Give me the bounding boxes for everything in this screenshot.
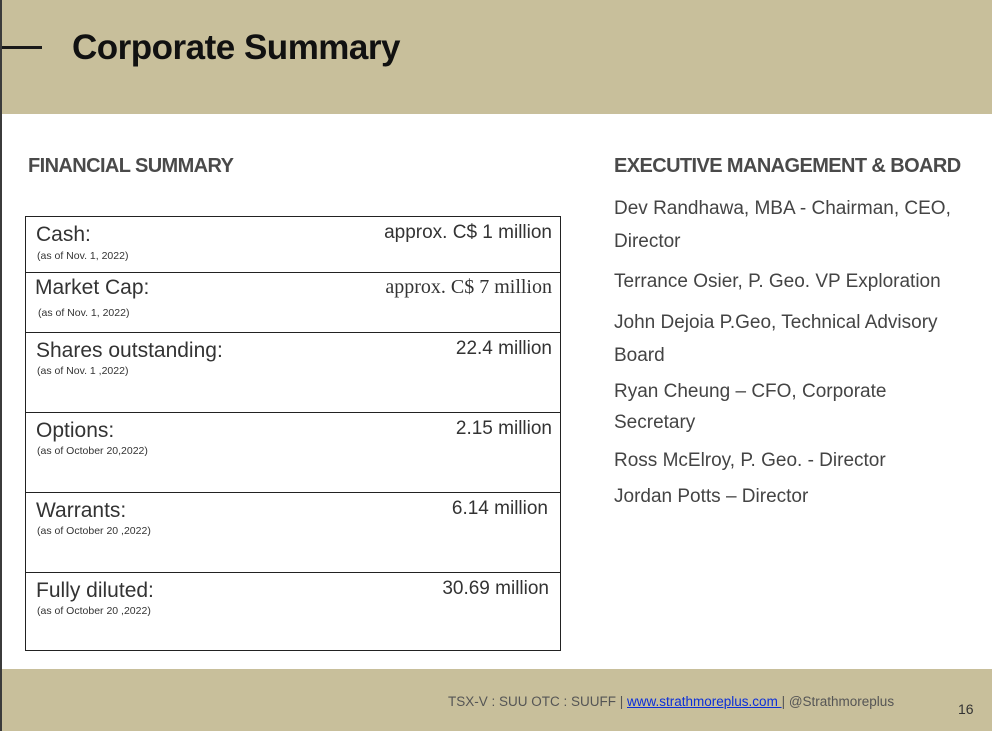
footer-social: | @Strathmoreplus (781, 694, 895, 709)
header-accent-rule (2, 46, 42, 49)
warrants-value: 6.14 million (451, 498, 548, 519)
page-title: Corporate Summary (72, 28, 400, 67)
financial-summary-heading: FINANCIAL SUMMARY (28, 155, 234, 177)
options-date: (as of October 20,2022) (37, 445, 148, 457)
list-item: Dev Randhawa, MBA - Chairman, CEO, Director (614, 198, 951, 252)
list-item: John Dejoia P.Geo, Technical Advisory Board (614, 312, 938, 366)
shares-outstanding-label: Shares outstanding: (36, 339, 223, 362)
market-cap-value: approx. C$ 7 million (385, 276, 552, 298)
header-band (2, 0, 992, 114)
executive-management-heading: EXECUTIVE MANAGEMENT & BOARD (614, 155, 961, 177)
cash-label: Cash: (36, 223, 91, 246)
financial-summary-table (25, 216, 561, 651)
list-item: Terrance Osier, P. Geo. VP Exploration (614, 271, 941, 292)
footer-tickers: TSX-V : SUU OTC : SUUFF | (448, 694, 628, 709)
website-link[interactable]: www.strathmoreplus.com (627, 694, 782, 709)
footer-band (2, 669, 992, 731)
table-row-cash (26, 217, 560, 272)
market-cap-label: Market Cap: (35, 276, 150, 299)
table-row-options (26, 412, 560, 493)
warrants-date: (as of October 20 ,2022) (37, 525, 151, 537)
list-item: Jordan Potts – Director (614, 486, 809, 507)
fully-diluted-label: Fully diluted: (36, 579, 154, 602)
fully-diluted-date: (as of October 20 ,2022) (37, 605, 151, 617)
table-row-fully-diluted (26, 572, 560, 651)
options-value: 2.15 million (455, 418, 552, 439)
page-number: 16 (958, 701, 974, 717)
cash-value: approx. C$ 1 million (384, 222, 552, 243)
cash-date: (as of Nov. 1, 2022) (37, 250, 129, 262)
table-row-shares-outstanding (26, 332, 560, 413)
warrants-label: Warrants: (36, 499, 127, 522)
table-row-warrants (26, 492, 560, 573)
options-label: Options: (36, 419, 115, 442)
list-item: Ross McElroy, P. Geo. - Director (614, 450, 886, 471)
shares-outstanding-date: (as of Nov. 1 ,2022) (37, 365, 129, 377)
table-row-market-cap (26, 272, 560, 333)
fully-diluted-value: 30.69 million (442, 578, 549, 599)
shares-outstanding-value: 22.4 million (455, 338, 552, 359)
market-cap-date: (as of Nov. 1, 2022) (38, 307, 130, 319)
list-item: Ryan Cheung – CFO, Corporate Secretary (614, 381, 887, 433)
footer-text (448, 694, 894, 709)
